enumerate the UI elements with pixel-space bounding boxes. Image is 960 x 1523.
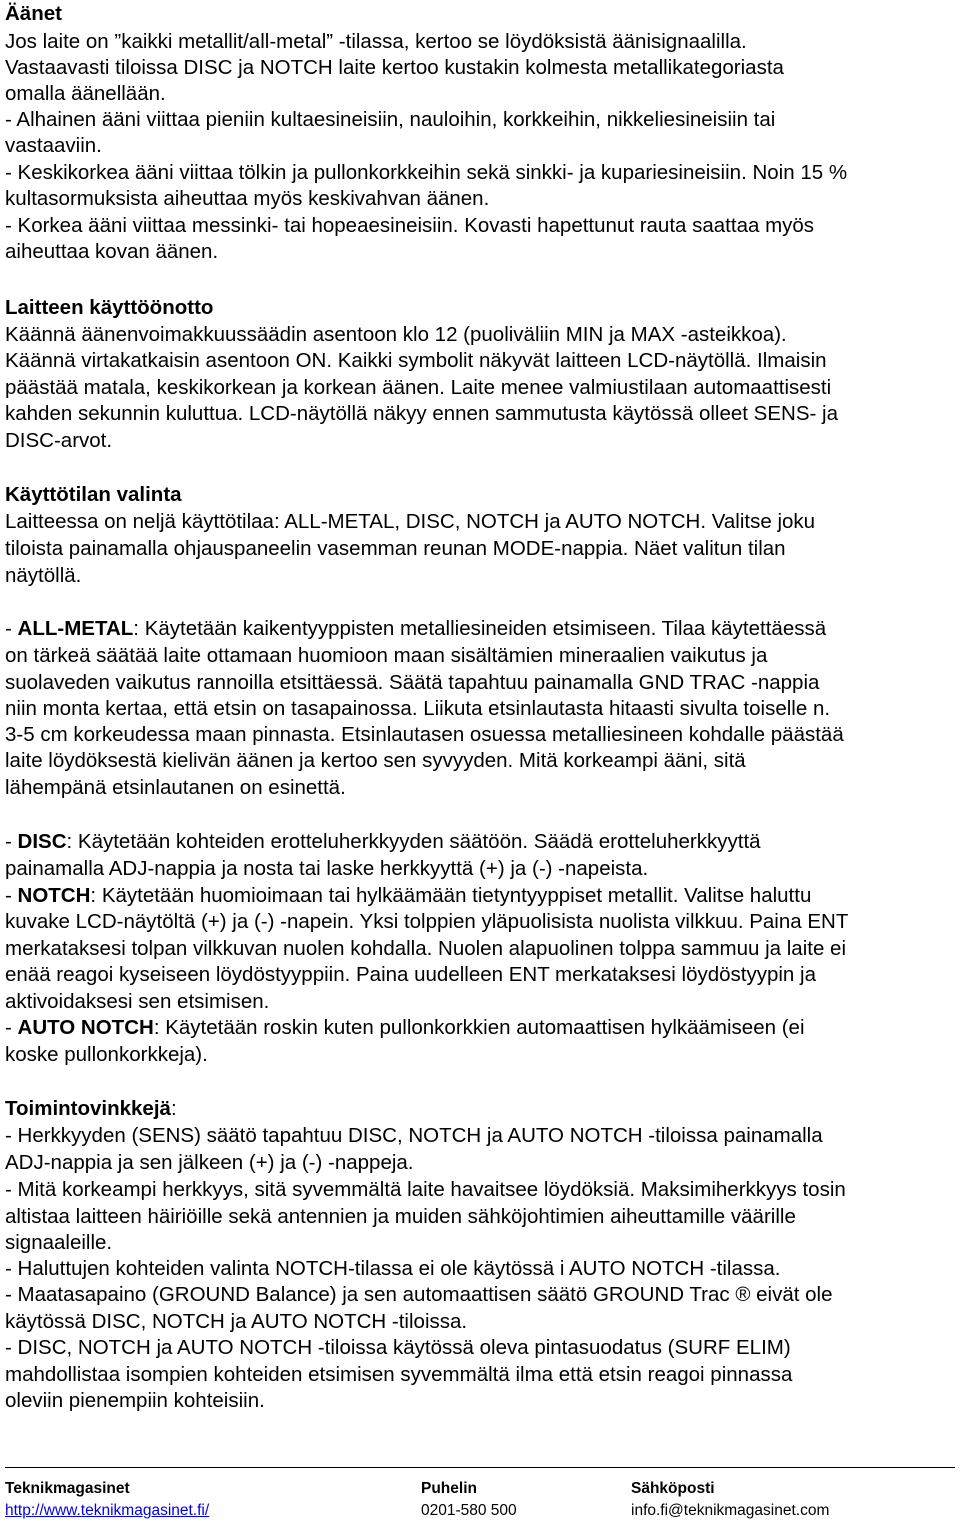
text-line: omalla äänellään. [5, 82, 166, 105]
text-line: - Mitä korkeampi herkkyys, sitä syvemmältä laite havaitsee löydöksiä. Maksimiherkkyys tosin [5, 1178, 846, 1201]
footer-email: info.fi@teknikmagasinet.com [631, 1502, 830, 1519]
dash: - [5, 617, 18, 640]
footer-company-label: Teknikmagasinet [5, 1480, 130, 1497]
text-line: altistaa laitteen häiriöille sekä antennien ja muiden sähköjohtimien aiheuttamille väärille [5, 1205, 796, 1228]
text-line: DISC-arvot. [5, 429, 113, 452]
text-line: kultasormuksista aiheuttaa myös keskivahvan äänen. [5, 187, 490, 210]
text-line: kahden sekunnin kuluttua. LCD-näytöllä näkyy ennen sammutusta käytössä olleet SENS- ja [5, 402, 838, 425]
text-span: : Käytetään roskin kuten pullonkorkkien automaattisen hylkäämiseen (ei [153, 1016, 805, 1039]
text-line: käytössä DISC, NOTCH ja AUTO NOTCH -tiloissa. [5, 1310, 468, 1333]
text-line: näytöllä. [5, 564, 82, 587]
text-line: kuvake LCD-näytöltä (+) ja (-) -napein. Yksi tolppien yläpuolisista nuolista vilkkuu. Paina ENT [5, 910, 849, 933]
text-line: Jos laite on ”kaikki metallit/all-metal” -tilassa, kertoo se löydöksistä äänisignaalilla. [5, 30, 747, 53]
term-notch: NOTCH [17, 884, 91, 907]
dash: - [5, 830, 18, 853]
heading-vinkit: Toimintovinkkejä [5, 1097, 171, 1120]
text-line: Käännä virtakatkaisin asentoon ON. Kaikki symbolit näkyvät laitteen LCD-näytöllä. Ilmaisin [5, 349, 827, 372]
footer-divider [5, 1467, 955, 1468]
dash: - [5, 1016, 18, 1039]
text-line: signaaleille. [5, 1231, 113, 1254]
allmetal-first-line [5, 616, 826, 642]
footer-phone: 0201-580 500 [421, 1502, 517, 1519]
text-line: - Alhainen ääni viittaa pieniin kultaesineisiin, nauloihin, korkkeihin, nikkeliesineisiin tai [5, 108, 776, 131]
text-line: Vastaavasti tiloissa DISC ja NOTCH laite kertoo kustakin kolmesta metallikategoriasta [5, 56, 784, 79]
term-all-metal: ALL-METAL [17, 617, 134, 640]
text-line: - Herkkyyden (SENS) säätö tapahtuu DISC, NOTCH ja AUTO NOTCH -tiloissa painamalla [5, 1124, 823, 1147]
heading-colon: : [170, 1097, 177, 1120]
text-line: tiloista painamalla ohjauspaneelin vasemman reunan MODE-nappia. Näet valitun tilan [5, 537, 786, 560]
text-span: : Käytetään huomioimaan tai hylkäämään tietyntyyppiset metallit. Valitse haluttu [90, 884, 812, 907]
text-line: mahdollistaa isompien kohteiden etsimisen syvemmältä ilma että etsin reagoi pinnassa [5, 1363, 793, 1386]
text-line: painamalla ADJ-nappia ja nosta tai laske herkkyyttä (+) ja (-) -napeista. [5, 857, 649, 880]
footer-email-label: Sähköposti [631, 1480, 715, 1497]
text-span: : Käytetään kaikentyyppisten metalliesineiden etsimiseen. Tilaa käytettäessä [133, 617, 827, 640]
text-line: - Keskikorkea ääni viittaa tölkin ja pullonkorkkeihin sekä sinkki- ja kupariesineisiin. Noin 15 % [5, 161, 848, 184]
text-line: - DISC, NOTCH ja AUTO NOTCH -tiloissa käytössä oleva pintasuodatus (SURF ELIM) [5, 1336, 791, 1359]
heading-aanet: Äänet [5, 2, 62, 25]
disc-first-line [5, 829, 761, 855]
text-line: - Korkea ääni viittaa messinki- tai hopeaesineisiin. Kovasti hapettunut rauta saattaa myös [5, 214, 815, 237]
text-line: Käännä äänenvoimakkuussäädin asentoon klo 12 (puoliväliin MIN ja MAX -asteikkoa). [5, 323, 787, 346]
text-line: oleviin pienempiin kohteisiin. [5, 1389, 265, 1412]
term-auto-notch: AUTO NOTCH [17, 1016, 154, 1039]
text-span: : Käytetään kohteiden erotteluherkkyyden säätöön. Säädä erotteluherkkyyttä [66, 830, 761, 853]
text-line: niin monta kertaa, että etsin on tasapainossa. Liikuta etsinlautasta hitaasti sivulta toiselle n. [5, 697, 831, 720]
notch-first-line [5, 883, 811, 909]
heading-vinkit-line [5, 1096, 177, 1122]
text-line: lähempänä etsinlautanen on esinettä. [5, 776, 346, 799]
autonotch-first-line [5, 1015, 805, 1041]
footer-company-link[interactable]: http://www.teknikmagasinet.fi/ [5, 1502, 210, 1519]
text-line: merkataksesi tolpan vilkkuvan nuolen kohdalla. Nuolen alapuolinen tolppa sammuu ja laite ei [5, 937, 847, 960]
text-line: on tärkeä säätää laite ottamaan huomioon maan sisältämien mineraalien vaikutus ja [5, 644, 768, 667]
footer-phone-label: Puhelin [421, 1480, 477, 1497]
text-line: päästää matala, keskikorkean ja korkean äänen. Laite menee valmiustilaan automaattisesti [5, 376, 832, 399]
text-line: - Haluttujen kohteiden valinta NOTCH-tilassa ei ole käytössä i AUTO NOTCH -tilassa. [5, 1257, 781, 1280]
text-line: aktivoidaksesi sen etsimisen. [5, 990, 270, 1013]
text-line: enää reagoi kyseiseen löydöstyyppiin. Paina uudelleen ENT merkataksesi löydöstyypin ja [5, 963, 816, 986]
text-line: vastaaviin. [5, 134, 102, 157]
text-line: koske pullonkorkkeja). [5, 1043, 208, 1066]
text-line: Laitteessa on neljä käyttötilaa: ALL-METAL, DISC, NOTCH ja AUTO NOTCH. Valitse joku [5, 510, 816, 533]
text-line: 3-5 cm korkeudessa maan pinnasta. Etsinlautasen osuessa metalliesineen kohdalle päästää [5, 723, 844, 746]
text-line: ADJ-nappia ja sen jälkeen (+) ja (-) -nappeja. [5, 1151, 414, 1174]
text-line: laite löydöksestä kielivän äänen ja kertoo sen syvyyden. Mitä korkeampi ääni, sitä [5, 749, 746, 772]
term-disc: DISC [17, 830, 67, 853]
dash: - [5, 884, 18, 907]
text-line: - Maatasapaino (GROUND Balance) ja sen automaattisen säätö GROUND Trac ® eivät ole [5, 1283, 833, 1306]
heading-kayttoonotto: Laitteen käyttöönotto [5, 296, 214, 319]
text-line: suolaveden vaikutus rannoilla etsittäessä. Säätä tapahtuu painamalla GND TRAC -nappia [5, 671, 820, 694]
heading-kayttotila: Käyttötilan valinta [5, 483, 182, 506]
text-line: aiheuttaa kovan äänen. [5, 240, 219, 263]
